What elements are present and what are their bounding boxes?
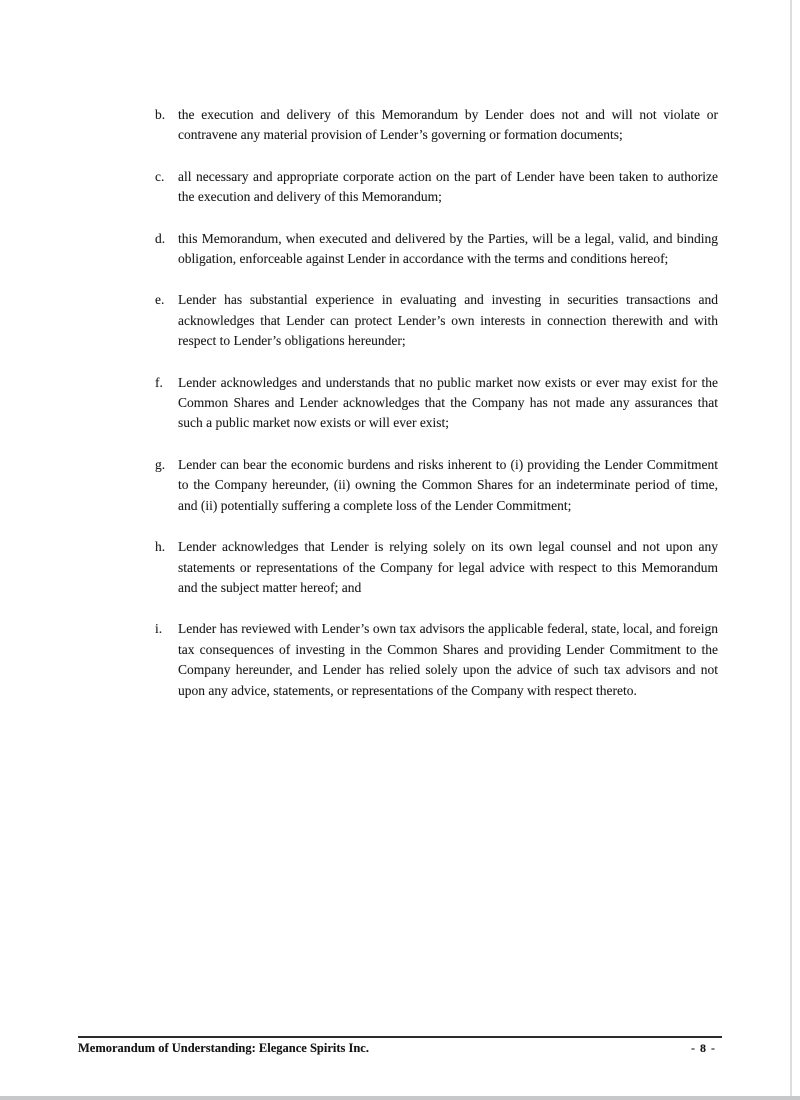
- list-item-text: the execution and delivery of this Memorandum by Lender does not and will not violate or contravene any material provision of Lender’s governing or formation documents;: [178, 107, 718, 143]
- footer-page-number: - 8 -: [691, 1041, 716, 1055]
- list-item: [155, 373, 718, 434]
- page-footer: [78, 1036, 722, 1056]
- list-item-text: Lender acknowledges that Lender is relying solely on its own legal counsel and not upon any statements or representations of the Company for legal advice with respect to this Memorandum and the subject matter hereof; and: [178, 539, 718, 595]
- list-item-text: Lender acknowledges and understands that no public market now exists or ever may exist for the Common Shares and Lender acknowledges that the Company has not made any assurances that such a public market now exists or will ever exist;: [178, 374, 718, 431]
- list-item-text: Lender has substantial experience in evaluating and investing in securities transactions and acknowledges that Lender can protect Lender’s own interests in connection therewith and with respect to Lender’s obligations hereunder;: [178, 292, 718, 349]
- list-item-letter: d.: [155, 230, 166, 246]
- list-item-letter: e.: [155, 292, 165, 308]
- list-item: [155, 619, 718, 701]
- list-item-letter: b.: [155, 107, 166, 122]
- list-item: [155, 290, 718, 351]
- scan-bottom-strip: [0, 1096, 800, 1100]
- footer-document-title: Memorandum of Understanding: Elegance Spirits Inc.: [78, 1041, 369, 1055]
- scan-edge-line: [790, 0, 792, 1100]
- list-item: [155, 455, 718, 516]
- list-item: [155, 229, 718, 270]
- list-item-letter: f.: [155, 374, 163, 390]
- list-item-letter: h.: [155, 539, 166, 555]
- list-item: [155, 105, 718, 146]
- list-item-text: all necessary and appropriate corporate action on the part of Lender have been taken to authorize the execution and delivery of this Memorandum;: [178, 168, 718, 205]
- list-item-text: Lender can bear the economic burdens and risks inherent to (i) providing the Lender Commitment to the Company hereunder, (ii) owning the Common Shares for an indeterminate period of time, and (ii) potentially suffering a complete loss of the Lender Commitment;: [178, 456, 718, 513]
- list-item-text: this Memorandum, when executed and delivered by the Parties, will be a legal, valid, and binding obligation, enforceable against Lender in accordance with the terms and conditions hereof;: [178, 230, 718, 267]
- list-item: [155, 537, 718, 598]
- list-item-letter: c.: [155, 168, 165, 184]
- list-item: [155, 167, 718, 208]
- list-item-letter: i.: [155, 621, 163, 637]
- mou-list: [155, 105, 718, 722]
- list-item-text: Lender has reviewed with Lender’s own tax advisors the applicable federal, state, local, and foreign tax consequences of investing in the Common Shares and providing Lender Commitment to the Company hereunder, and Lender has relied solely upon the advice of such tax advisors and not upon any advice, statements, or representations of the Company with respect thereto.: [178, 621, 718, 698]
- list-item-letter: g.: [155, 456, 166, 472]
